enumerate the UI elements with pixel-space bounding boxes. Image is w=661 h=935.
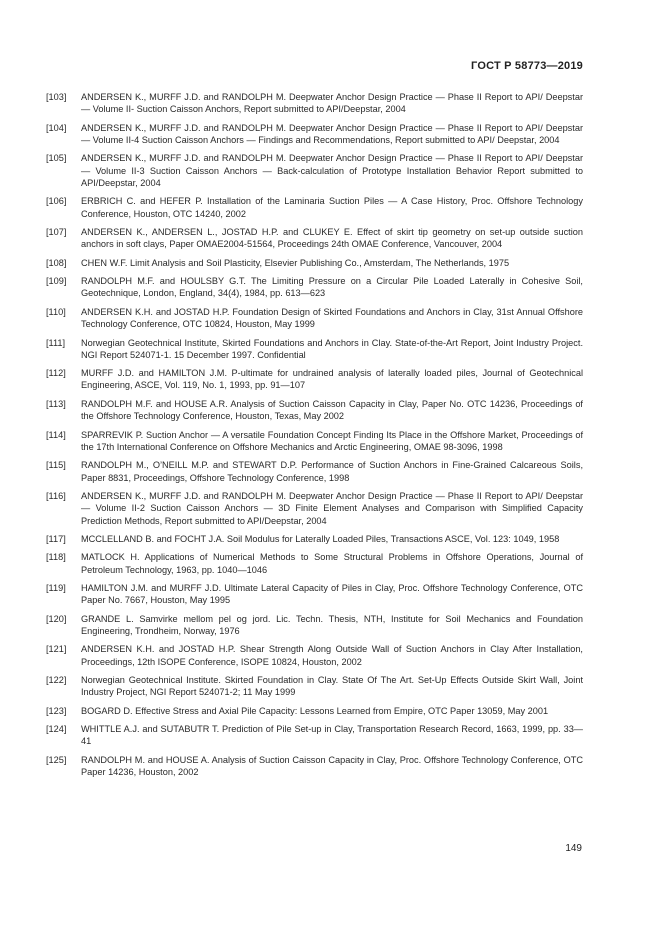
reference-number: [121] xyxy=(46,644,67,655)
reference-entry xyxy=(46,306,583,331)
reference-entry xyxy=(46,226,583,251)
reference-number: [118] xyxy=(46,552,66,563)
reference-number: [111] xyxy=(46,337,66,348)
reference-entry xyxy=(46,674,583,699)
reference-text: ANDERSEN K.H. and JOSTAD H.P. Shear Strength Along Outside Wall of Suction Anchors in Clay After Installation, Proceedings, 12th ISOPE Conference, ISOPE 10824, Houston, 2002 xyxy=(81,644,583,667)
reference-text: ANDERSEN K., MURFF J.D. and RANDOLPH M. Deepwater Anchor Design Practice — Phase II Report to API/ Deepstar — Volume II-4 Suction Caisson Anchors — Findings and Recommendations, Report submitted to API/ Deepstar, 2004 xyxy=(81,122,583,145)
reference-entry xyxy=(46,257,583,269)
reference-entry xyxy=(46,705,583,717)
reference-number: [119] xyxy=(46,583,66,593)
reference-entry xyxy=(46,367,583,392)
reference-number: [120] xyxy=(46,613,67,624)
reference-entry xyxy=(46,533,583,545)
reference-number: [112] xyxy=(46,368,66,379)
reference-number: [115] xyxy=(46,460,66,471)
reference-text: MCCLELLAND B. and FOCHT J.A. Soil Modulus for Laterally Loaded Piles, Transactions ASCE, Vol. 123: 1049, 1958 xyxy=(81,533,560,544)
document-header xyxy=(471,60,583,72)
reference-entry xyxy=(46,723,583,748)
reference-text: ANDERSEN K., MURFF J.D. and RANDOLPH M. Deepwater Anchor Design Practice — Phase II Report to API/ Deepstar — Volume II- Suction Caisson Anchors, Report submitted to API/Deepstar, 2004 xyxy=(81,92,583,115)
reference-entry xyxy=(46,337,583,362)
reference-number: [110] xyxy=(46,306,66,317)
reference-text: RANDOLPH M.F. and HOULSBY G.T. The Limiting Pressure on a Circular Pile Loaded Laterally in Cohesive Soil, Geotechnique, London, England, 34(4), 1984, pp. 613—623 xyxy=(81,276,583,299)
reference-text: Norwegian Geotechnical Institute, Skirted Foundations and Anchors in Clay. State-of-the-Art Report, Joint Industry Project. NGI Report 524071-1. 15 December 1997. Confidential xyxy=(81,337,583,360)
reference-entry xyxy=(46,613,583,638)
reference-text: RANDOLPH M. and HOUSE A. Analysis of Suction Caisson Capacity in Clay, Proc. Offshore Technology Conference, OTC Paper 14236, Houston, 2002 xyxy=(81,754,583,778)
reference-text: HAMILTON J.M. and MURFF J.D. Ultimate Lateral Capacity of Piles in Clay, Proc. Offshore Technology Conference, OTC Paper No. 7667, Houston, May 1995 xyxy=(81,583,583,606)
reference-entry xyxy=(46,122,583,147)
reference-entry xyxy=(46,91,583,116)
reference-number: [105] xyxy=(46,153,67,164)
reference-text: BOGARD D. Effective Stress and Axial Pile Capacity: Lessons Learned from Empire, OTC Paper 13059, May 2001 xyxy=(81,705,549,716)
reference-number: [109] xyxy=(46,276,67,287)
standard-code: ГОСТ Р 58773—2019 xyxy=(471,60,583,72)
reference-entry xyxy=(46,490,583,527)
reference-text: GRANDE L. Samvirke mellom pel og jord. Lic. Techn. Thesis, NTH, Institute for Soil Mechanics and Foundation Engineering, Trondheim, Norway, 1976 xyxy=(81,613,583,636)
page-number: 149 xyxy=(565,843,582,854)
reference-text: ERBRICH C. and HEFER P. Installation of the Laminaria Suction Piles — A Case History, Proc. Offshore Technology Conference, Houston, OTC 14240, 2002 xyxy=(81,196,583,219)
reference-text: WHITTLE A.J. and SUTABUTR T. Prediction of Pile Set-up in Clay, Transportation Research Record, 1663, 1999, pp. 33—41 xyxy=(81,724,583,747)
reference-text: MATLOCK H. Applications of Numerical Methods to Some Structural Problems in Offshore Operations, Journal of Petroleum Technology, 1963, pp. 1040—1046 xyxy=(81,552,583,575)
reference-number: [117] xyxy=(46,533,66,544)
reference-number: [116] xyxy=(46,490,66,501)
reference-entry xyxy=(46,754,583,779)
reference-text: ANDERSEN K., MURFF J.D. and RANDOLPH M. Deepwater Anchor Design Practice — Phase II Report to API/ Deepstar — Volume II-2 Suction Caisson Anchors — 3D Finite Element Analyses and Comparison with Simplified Capacity Prediction Methods, Report submitted to API/Deepstar, 2004 xyxy=(81,490,583,526)
reference-number: [104] xyxy=(46,122,67,133)
reference-number: [106] xyxy=(46,196,67,207)
reference-entry xyxy=(46,643,583,668)
reference-text: RANDOLPH M.F. and HOUSE A.R. Analysis of Suction Caisson Capacity in Clay, Paper No. OTC 14236, Proceedings of the Offshore Technology Conference, Houston, Texas, May 2002 xyxy=(81,398,583,422)
reference-entry xyxy=(46,275,583,300)
reference-text: MURFF J.D. and HAMILTON J.M. P-ultimate for undrained analysis of laterally loaded piles, Journal of Geotechnical Engineering, ASCE, Vol. 119, No. 1, 1993, pp. 91—107 xyxy=(81,368,583,391)
reference-number: [122] xyxy=(46,675,67,686)
reference-number: [114] xyxy=(46,429,66,440)
reference-number: [125] xyxy=(46,754,67,765)
reference-number: [124] xyxy=(46,724,67,735)
reference-text: ANDERSEN K., MURFF J.D. and RANDOLPH M. Deepwater Anchor Design Practice — Phase II Report to API/ Deepstar — Volume II-3 Suction Caisson Anchors — Back-calculation of Prototype Installation Behavior Report submitted to API/Deepstar, 2004 xyxy=(81,153,583,188)
reference-number: [113] xyxy=(46,398,66,409)
reference-entry xyxy=(46,152,583,189)
reference-number: [107] xyxy=(46,227,67,238)
reference-text: ANDERSEN K.H. and JOSTAD H.P. Foundation Design of Skirted Foundations and Anchors in Clay, 31st Annual Offshore Technology Conference, OTC 10824, Houston, May 1999 xyxy=(81,306,583,330)
reference-entry xyxy=(46,459,583,484)
reference-text: RANDOLPH M., O’NEILL M.P. and STEWART D.P. Performance of Suction Anchors in Fine-Grained Calcareous Soils, Paper 8831, Proceedings, Offshore Technology Conference, 1998 xyxy=(81,460,583,483)
reference-text: CHEN W.F. Limit Analysis and Soil Plasticity, Elsevier Publishing Co., Amsterdam, The Netherlands, 1975 xyxy=(81,257,510,268)
reference-number: [103] xyxy=(46,92,67,102)
reference-text: SPARREVIK P. Suction Anchor — A versatile Foundation Concept Finding Its Place in the Offshore Market, Proceedings of the 17th International Conference on Offshore Mechanics and Arctic Engineering, OMAE 98-3096, 1998 xyxy=(81,429,583,452)
reference-entry xyxy=(46,398,583,423)
reference-text: ANDERSEN K., ANDERSEN L., JOSTAD H.P. and CLUKEY E. Effect of skirt tip geometry on set-up outside suction anchors in soft clays, Paper OMAE2004-51564, Proceedings 24th OMAE Conference, Vancouver, 2004 xyxy=(81,227,583,250)
reference-number: [123] xyxy=(46,705,67,716)
reference-entry xyxy=(46,429,583,454)
reference-entry xyxy=(46,551,583,576)
reference-entry xyxy=(46,582,583,607)
reference-list xyxy=(46,91,583,785)
reference-number: [108] xyxy=(46,257,67,268)
reference-entry xyxy=(46,195,583,220)
reference-text: Norwegian Geotechnical Institute. Skirted Foundation in Clay. State Of The Art. Set-Up Effects Outside Skirt Wall, Joint Industry Project, NGI Report 524071-2; 11 May 1999 xyxy=(81,675,583,698)
